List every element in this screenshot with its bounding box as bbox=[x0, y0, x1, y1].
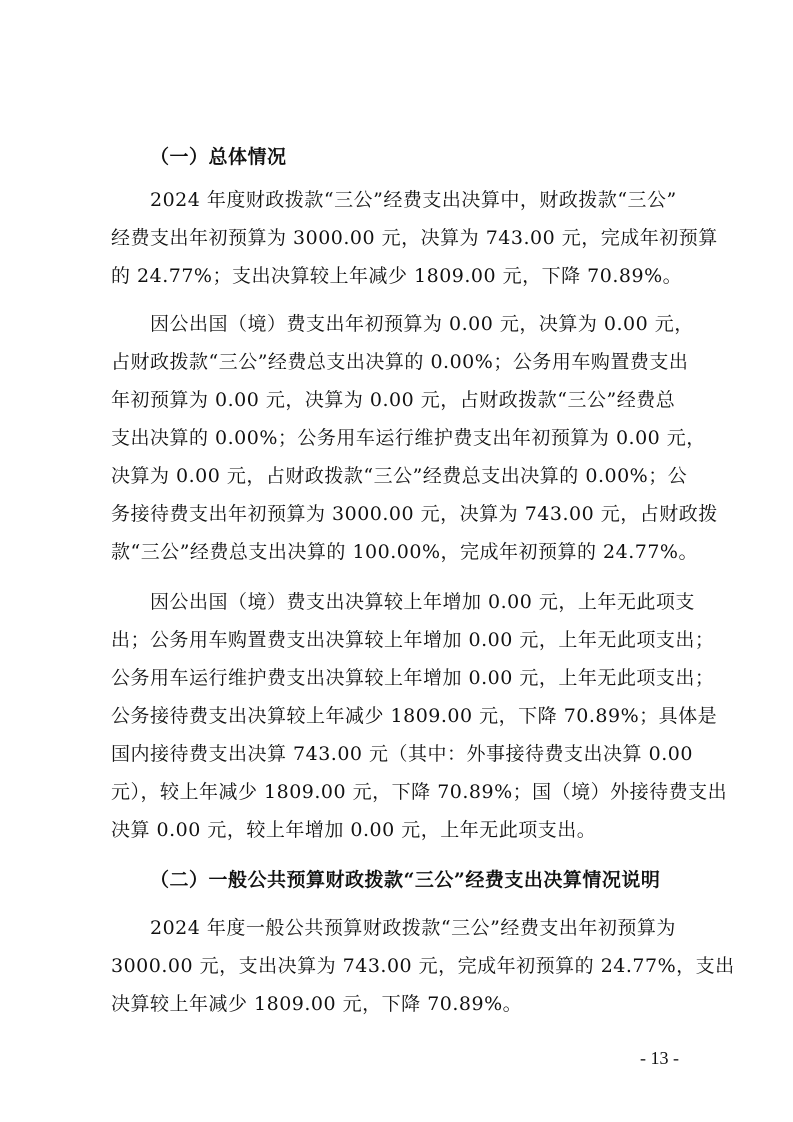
paragraph-3-line-4: 公务接待费支出决算较上年减少 1809.00 元，下降 70.89%；具体是 bbox=[111, 705, 718, 727]
section-heading-overall: （一）总体情况 bbox=[150, 146, 287, 168]
page-number: - 13 - bbox=[640, 1048, 679, 1068]
paragraph-2-line-4: 支出决算的 0.00%；公务用车运行维护费支出年初预算为 0.00 元， bbox=[111, 427, 706, 449]
section-heading-general-budget: （二）一般公共预算财政拨款“三公”经费支出决算情况说明 bbox=[150, 869, 661, 891]
paragraph-4-line-2: 3000.00 元，支出决算为 743.00 元，完成年初预算的 24.77%，支出 bbox=[111, 955, 735, 977]
paragraph-2-line-2: 占财政拨款“三公”经费总支出决算的 0.00%；公务用车购置费支出 bbox=[111, 351, 689, 373]
paragraph-1-line-3: 的 24.77%；支出决算较上年减少 1809.00 元，下降 70.89%。 bbox=[111, 265, 683, 287]
paragraph-3-line-5: 国内接待费支出决算 743.00 元（其中：外事接待费支出决算 0.00 bbox=[111, 743, 693, 765]
paragraph-3-line-3: 公务用车运行维护费支出决算较上年增加 0.00 元，上年无此项支出； bbox=[111, 667, 715, 689]
paragraph-2-line-5: 决算为 0.00 元，占财政拨款“三公”经费总支出决算的 0.00%；公 bbox=[111, 465, 688, 487]
paragraph-4-line-1: 2024 年度一般公共预算财政拨款“三公”经费支出年初预算为 bbox=[150, 917, 676, 939]
paragraph-3-line-2: 出；公务用车购置费支出决算较上年增加 0.00 元，上年无此项支出； bbox=[111, 629, 715, 651]
paragraph-3-line-6: 元），较上年减少 1809.00 元，下降 70.89%；国（境）外接待费支出 bbox=[111, 781, 728, 803]
paragraph-3-line-1: 因公出国（境）费支出决算较上年增加 0.00 元，上年无此项支 bbox=[150, 591, 695, 613]
paragraph-2-line-6: 务接待费支出年初预算为 3000.00 元，决算为 743.00 元，占财政拨 bbox=[111, 503, 718, 525]
paragraph-1-line-1: 2024 年度财政拨款“三公”经费支出决算中，财政拨款“三公” bbox=[150, 189, 677, 211]
paragraph-3-line-7: 决算 0.00 元，较上年增加 0.00 元，上年无此项支出。 bbox=[111, 819, 597, 841]
paragraph-2-line-1: 因公出国（境）费支出年初预算为 0.00 元，决算为 0.00 元， bbox=[150, 313, 694, 335]
paragraph-2-line-7: 款“三公”经费总支出决算的 100.00%，完成年初预算的 24.77%。 bbox=[111, 541, 698, 563]
paragraph-2-line-3: 年初预算为 0.00 元，决算为 0.00 元，占财政拨款“三公”经费总 bbox=[111, 389, 676, 411]
paragraph-1-line-2: 经费支出年初预算为 3000.00 元，决算为 743.00 元，完成年初预算 bbox=[111, 227, 718, 249]
paragraph-4-line-3: 决算较上年减少 1809.00 元，下降 70.89%。 bbox=[111, 993, 523, 1015]
